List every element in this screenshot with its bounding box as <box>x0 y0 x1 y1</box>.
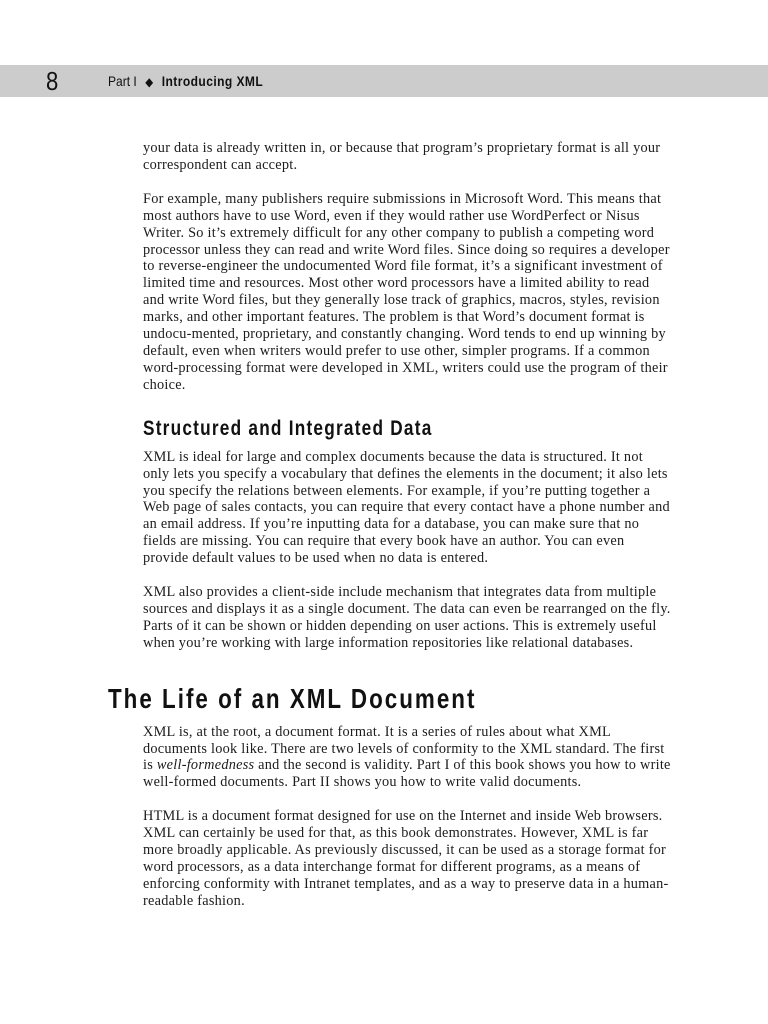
text-run: and the second is validity. Part I of this book shows you how to write well-formed documents. Part II shows you how to write valid documents. <box>143 757 671 791</box>
page-body <box>108 140 673 927</box>
paragraph-structured-2: XML also provides a client-side include mechanism that integrates data from multiple sources and displays it as a single document. The data can even be rearranged on the fly. Parts of it can be shown or hidden depending on user actions. This is extremely useful when you’re working with large information repositories like relational databases. <box>143 584 671 651</box>
section-heading-life-of-xml: The Life of an XML Document <box>108 682 477 714</box>
emphasis-well-formedness: well-formedness <box>156 757 255 774</box>
page-number: 8 <box>46 66 59 96</box>
paragraph-structured-1: XML is ideal for large and complex documents because the data is structured. It not only lets you specify a vocabulary that defines the elements in the document; it also lets you specify the relations between elements. For example, if you’re putting together a Web page of sales contacts, you can require that every contact have a phone number and an email address. If you’re inputting data for a database, you can make sure that no fields are missing. You can require that every book have an author. You can even provide default values to be used when no data is entered. <box>143 448 670 567</box>
running-header <box>0 65 768 97</box>
part-label: Part I <box>108 73 137 89</box>
running-title <box>108 65 263 98</box>
paragraph-word-example: For example, many publishers require submissions in Microsoft Word. This means that most authors have to use Word, even if they would rather use WordPerfect or Nisus Writer. So it’s extremely difficult for any other company to publish a competing word processor unless they can read and write Word files. Since doing so requires a developer to reverse-engineer the undocumented Word file format, it’s a significant investment of limited time and resources. Most other word processors have a limited ability to read and write Word files, but they generally lose track of graphics, macros, styles, revision marks, and other important features. The problem is that Word’s document format is undocu-mented, proprietary, and constantly changing. Word tends to end up winning by default, even when writers would prefer to use other, simpler programs. If a common word-processing format were developed in XML, writers could use the program of their choice. <box>143 190 670 393</box>
chapter-title: Introducing XML <box>161 73 264 89</box>
paragraph-life-1 <box>143 724 673 792</box>
paragraph-life-2: HTML is a document format designed for use on the Internet and inside Web browsers. XML can certainly be used for that, as this book demonstrates. However, XML is far more broadly applicable. As previously discussed, it can be used as a storage format for word processors, as a data interchange format for different programs, as a means of enforcing conformity with Intranet templates, and as a way to preserve data in a human-readable fashion. <box>143 808 669 909</box>
paragraph-continued: your data is already written in, or because that program’s proprietary format is all your correspondent can accept. <box>143 140 661 173</box>
text-run: XML is, at the root, a document format. It is a series of rules about what XML documents look like. There are two levels of conformity to the XML standard. The first is <box>143 723 665 774</box>
diamond-separator-icon: ◆ <box>145 75 154 89</box>
section-heading-structured-data: Structured and Integrated Data <box>143 416 433 440</box>
